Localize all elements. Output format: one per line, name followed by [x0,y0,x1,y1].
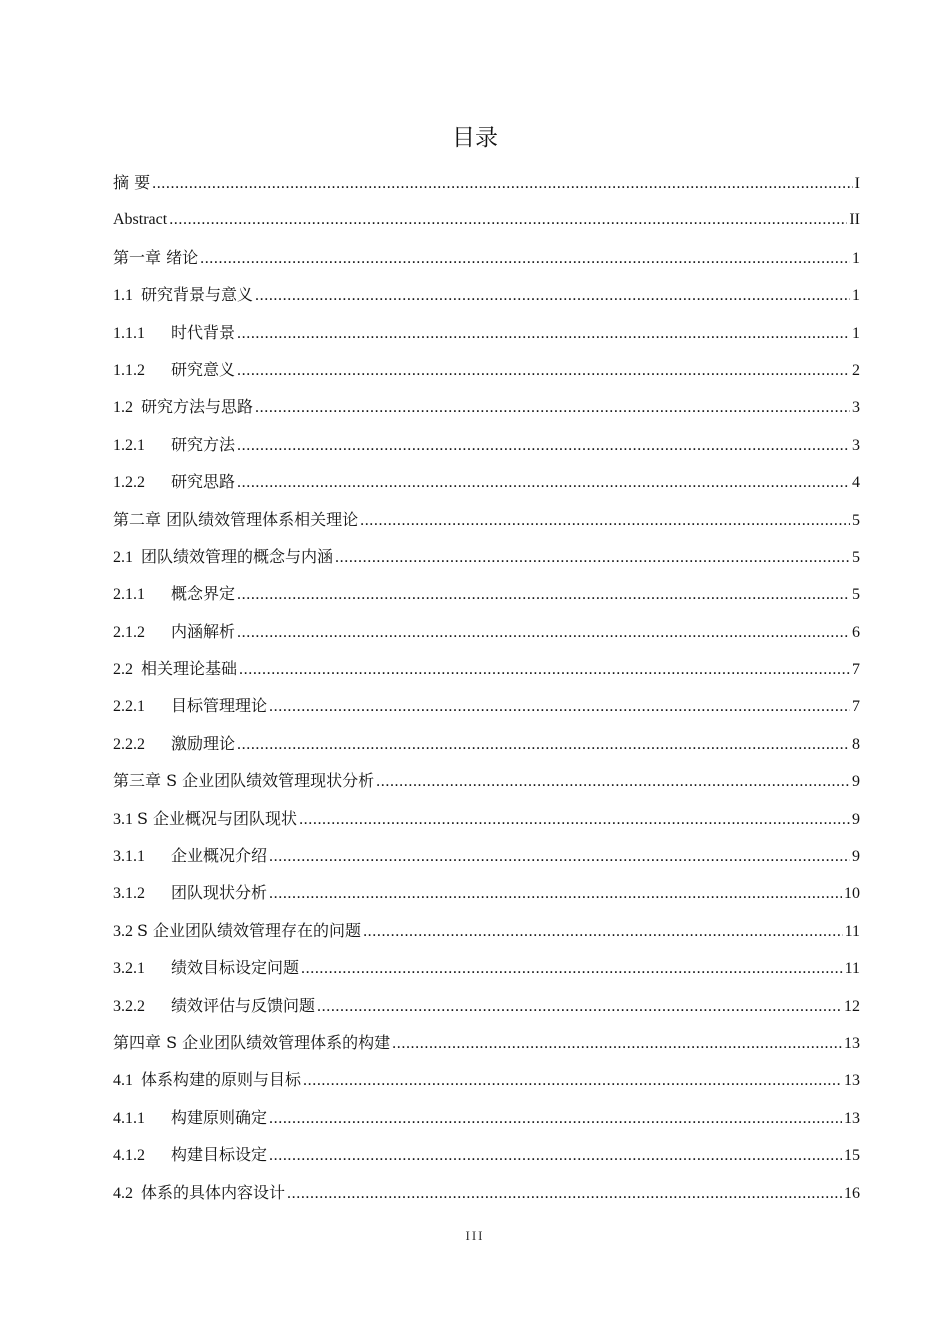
toc-entry-1-2-1[interactable] [113,426,860,463]
toc-entry-page: II [849,211,860,229]
toc-leader-dots [237,464,850,501]
toc-entry-label: 研究方法 [171,434,236,454]
toc-entry-number: 2.1 [113,548,133,566]
toc-entry-3-1-2[interactable] [113,874,860,911]
toc-entry-number: 1.1.1 [113,324,145,342]
toc-leader-dots [335,539,850,576]
toc-leader-dots [255,389,850,426]
toc-entry-page: 8 [852,735,860,753]
toc-entry-number: 3.2.1 [113,960,145,978]
toc-entry-number: 2.1.2 [113,623,145,641]
toc-entry-label: 内涵解析 [171,621,236,641]
toc-entry-label: 构建目标设定 [171,1145,268,1165]
toc-leader-dots [392,1025,842,1062]
page-title: 目录 [452,125,498,151]
toc-entry-2-2[interactable] [113,650,860,687]
toc-entry-page: 1 [852,324,860,342]
table-of-contents [113,164,860,1211]
toc-entry-1-2[interactable] [113,388,860,425]
toc-entry-4-1-1[interactable] [113,1099,860,1136]
toc-leader-dots [237,614,850,651]
toc-entry-page: 9 [852,848,860,866]
toc-entry-page: 1 [852,249,860,267]
toc-entry-abstract-en[interactable] [113,201,860,238]
toc-leader-dots [301,950,843,987]
toc-entry-page: 5 [852,511,860,529]
toc-entry-number: 2.1.1 [113,586,145,604]
toc-leader-dots [269,1137,842,1174]
toc-entry-3-2-1[interactable] [113,949,860,986]
toc-entry-number: 2.2 [113,661,133,679]
toc-leader-dots [376,763,850,800]
toc-entry-label: 构建原则确定 [171,1107,268,1127]
toc-entry-page: 5 [852,586,860,604]
toc-entry-number: 3.2 [113,922,133,940]
toc-entry-page: 13 [844,1034,860,1052]
toc-entry-4-2[interactable] [113,1174,860,1211]
toc-entry-page: 13 [844,1109,860,1127]
toc-leader-dots [360,502,850,539]
toc-entry-label: 团队绩效管理的概念与内涵 [141,546,334,566]
toc-leader-dots [237,352,850,389]
toc-entry-page: 15 [844,1147,860,1165]
toc-leader-dots [299,801,850,838]
toc-entry-label: 第一章 绪论 [113,247,199,267]
toc-leader-dots [255,277,850,314]
toc-entry-2-2-2[interactable] [113,725,860,762]
toc-entry-page: 2 [852,361,860,379]
toc-leader-dots [237,427,850,464]
toc-entry-3-2-2[interactable] [113,987,860,1024]
toc-entry-label: 目标管理理论 [171,696,268,716]
toc-entry-3-2[interactable] [113,912,860,949]
toc-entry-2-1[interactable] [113,538,860,575]
toc-entry-1-1-2[interactable] [113,351,860,388]
toc-leader-dots [303,1062,842,1099]
toc-entry-page: 10 [844,885,860,903]
toc-entry-number: 1.2.1 [113,436,145,454]
toc-entry-page: 12 [844,997,860,1015]
toc-entry-chapter-1[interactable] [113,239,860,276]
toc-entry-page: 5 [852,548,860,566]
toc-leader-dots [237,315,850,352]
toc-entry-1-2-2[interactable] [113,463,860,500]
toc-leader-dots [269,838,850,875]
toc-entry-number: 4.2 [113,1184,133,1202]
toc-leader-dots [169,201,847,238]
toc-entry-label: 第三章 S 企业团队绩效管理现状分析 [113,771,375,791]
toc-entry-number: 2.2.1 [113,698,145,716]
toc-entry-page: 6 [852,623,860,641]
toc-entry-number: 1.1 [113,287,133,305]
toc-entry-page: 3 [852,399,860,417]
toc-entry-label: Abstract [113,211,168,229]
toc-entry-label: 企业概况介绍 [171,846,268,866]
toc-entry-number: 4.1.2 [113,1147,145,1165]
toc-entry-2-1-1[interactable] [113,575,860,612]
toc-entry-number: 3.2.2 [113,997,145,1015]
toc-entry-label: 绩效目标设定问题 [171,958,300,978]
toc-entry-number: 2.2.2 [113,735,145,753]
toc-entry-page: 7 [852,661,860,679]
toc-entry-number: 1.2 [113,399,133,417]
toc-entry-label: S 企业团队绩效管理存在的问题 [137,920,362,940]
toc-entry-page: 4 [852,474,860,492]
toc-entry-page: 11 [844,922,860,940]
toc-entry-number: 4.1 [113,1072,133,1090]
toc-entry-2-1-2[interactable] [113,613,860,650]
toc-entry-label: 体系构建的原则与目标 [141,1070,302,1090]
toc-entry-label: 体系的具体内容设计 [141,1182,286,1202]
toc-entry-number: 3.1 [113,810,133,828]
toc-entry-3-1-1[interactable] [113,837,860,874]
toc-entry-label: 相关理论基础 [141,659,238,679]
toc-leader-dots [269,688,850,725]
toc-entry-label: 团队现状分析 [171,883,268,903]
toc-entry-page: I [854,175,860,192]
toc-leader-dots [317,988,842,1025]
toc-leader-dots [363,913,843,950]
toc-leader-dots [287,1175,842,1212]
toc-entry-label: 摘 要 [113,173,151,192]
toc-entry-label: 绩效评估与反馈问题 [171,995,316,1015]
toc-leader-dots [237,726,850,763]
toc-entry-abstract-cn[interactable] [113,164,860,201]
toc-entry-number: 4.1.1 [113,1109,145,1127]
toc-leader-dots [152,165,853,202]
toc-entry-2-2-1[interactable] [113,687,860,724]
toc-entry-label: 研究背景与意义 [141,285,254,305]
toc-entry-number: 3.1.1 [113,848,145,866]
toc-entry-1-1[interactable] [113,276,860,313]
toc-entry-label: 第二章 团队绩效管理体系相关理论 [113,509,359,529]
toc-leader-dots [200,240,850,277]
toc-entry-4-1-2[interactable] [113,1136,860,1173]
toc-entry-3-1[interactable] [113,800,860,837]
toc-entry-label: 研究方法与思路 [141,397,254,417]
toc-entry-page: 3 [852,436,860,454]
toc-entry-page: 1 [852,287,860,305]
toc-entry-page: 11 [844,960,860,978]
toc-entry-label: S 企业概况与团队现状 [137,808,298,828]
toc-entry-chapter-4[interactable] [113,1024,860,1061]
toc-entry-page: 9 [852,773,860,791]
toc-entry-page: 13 [844,1072,860,1090]
toc-leader-dots [239,651,850,688]
toc-entry-label: 研究意义 [171,359,236,379]
toc-entry-label: 时代背景 [171,322,236,342]
toc-entry-number: 1.2.2 [113,474,145,492]
toc-entry-label: 第四章 S 企业团队绩效管理体系的构建 [113,1032,391,1052]
toc-entry-page: 9 [852,810,860,828]
toc-entry-chapter-2[interactable] [113,501,860,538]
toc-entry-label: 研究思路 [171,472,236,492]
toc-entry-page: 16 [844,1184,860,1202]
toc-leader-dots [269,1100,842,1137]
toc-entry-page: 7 [852,698,860,716]
toc-leader-dots [269,875,842,912]
toc-entry-label: 激励理论 [171,733,236,753]
toc-entry-chapter-3[interactable] [113,762,860,799]
toc-entry-label: 概念界定 [171,584,236,604]
toc-entry-number: 1.1.2 [113,361,145,379]
toc-leader-dots [237,576,850,613]
page-number-footer: III [465,1228,485,1243]
toc-entry-1-1-1[interactable] [113,314,860,351]
toc-entry-number: 3.1.2 [113,885,145,903]
toc-entry-4-1[interactable] [113,1061,860,1098]
